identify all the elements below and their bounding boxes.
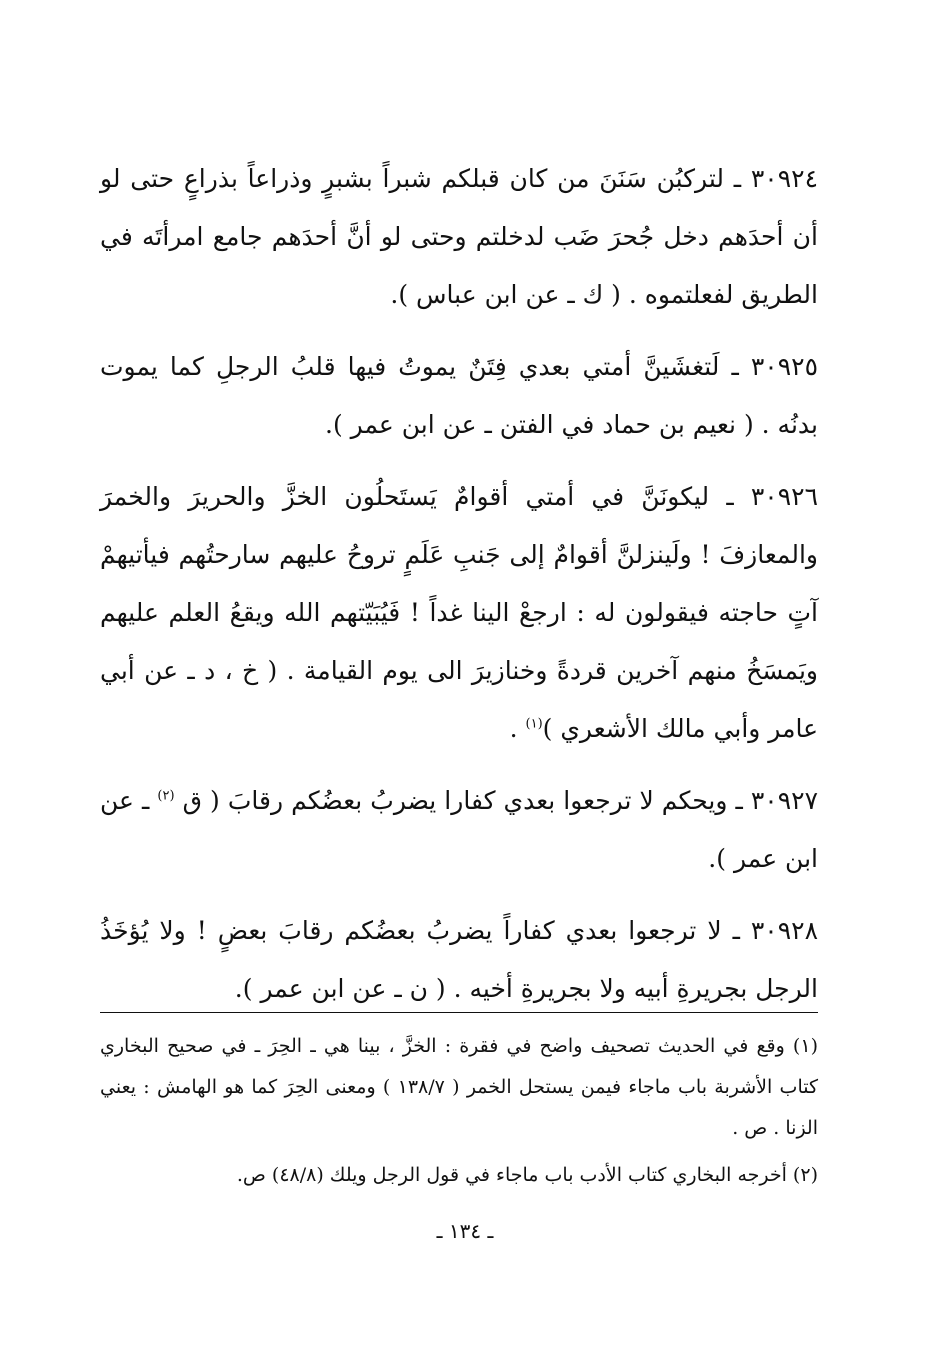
footnote-1-text: (١) وقع في الحديث تصحيف واضح في فقرة : الخزَّ ، بينا هي ـ الحِرَ ـ في صحيح البخاري كتاب الأشربة باب ماجاء فيمن يستحل الخمر ( ١٣٨/٧ ) ومعنى الحِرَ كما هو الهامش : يعني الزنا . ص . <box>100 1035 819 1139</box>
hadith-30924 <box>100 150 818 324</box>
footnote-ref-1: (١) <box>525 716 543 732</box>
hadith-30926 <box>100 468 818 758</box>
footnote-2 <box>100 1155 818 1196</box>
hadith-30928-text: ٣٠٩٢٨ ـ لا ترجعوا بعدي كفاراً يضربُ بعضُكم رقابَ بعضٍ ! ولا يُؤخَذُ الرجل بجريرةِ أبيه ولا بجريرةِ أخيه . ( ن ـ عن ابن عمر ). <box>100 916 818 1003</box>
hadith-30926-text: ٣٠٩٢٦ ـ ليكونَنَّ في أمتي أقوامٌ يَستَحلُون الخزَّ والحريرَ والخمرَ والمعازفَ ! ولَينزلنَّ أقوامٌ إلى جَنبِ عَلَمٍ تروحُ عليهم سارحتُهم فيأتيهمْ آتٍ حاجته فيقولون له : ارجعْ الينا غداً ! فَيُبَيّتهم الله ويقعُ العلم عليهم ويَمسَخُ منهم آخرين قردةً وخنازيرَ الى يوم القيامة . ( خ ، د ـ عن أبي عامر وأبي مالك الأشعري ) <box>100 482 818 743</box>
hadith-30927 <box>100 772 818 888</box>
hadith-body <box>100 150 818 1032</box>
page-number: ـ ١٣٤ ـ <box>436 1219 494 1243</box>
hadith-30928 <box>100 902 818 1018</box>
footnote-divider <box>100 1012 818 1013</box>
hadith-30927-tail: ـ عن ابن عمر ). <box>100 786 818 873</box>
footnotes <box>100 1026 818 1202</box>
footnote-ref-2: (٢) <box>157 788 175 804</box>
hadith-30926-tail: . <box>509 714 526 743</box>
footnote-1 <box>100 1026 818 1149</box>
hadith-30925-text: ٣٠٩٢٥ ـ لَتغشَينَّ أمتي بعدي فِتَنٌ يموتُ فيها قلبُ الرجلِ كما يموت بدنُه . ( نعيم بن حماد في الفتن ـ عن ابن عمر ). <box>100 352 818 439</box>
hadith-30924-text: ٣٠٩٢٤ ـ لتركبُن سَنَنَ من كان قبلكم شبراً بشبرٍ وذراعاً بذراعٍ حتى لو أن أحدَهم دخل جُحرَ ضَب لدخلتم وحتى لو أنَّ أحدَهم جامع امرأتَه في الطريق لفعلتموه . ( ك ـ عن ابن عباس ). <box>100 164 818 309</box>
footnote-2-text: (٢) أخرجه البخاري كتاب الأدب باب ماجاء في قول الرجل ويلك (٤٨/٨) ص. <box>236 1164 818 1186</box>
hadith-30925 <box>100 338 818 454</box>
hadith-30927-text: ٣٠٩٢٧ ـ ويحكم لا ترجعوا بعدي كفارا يضربُ بعضُكم رقابَ ( ق <box>174 786 818 815</box>
